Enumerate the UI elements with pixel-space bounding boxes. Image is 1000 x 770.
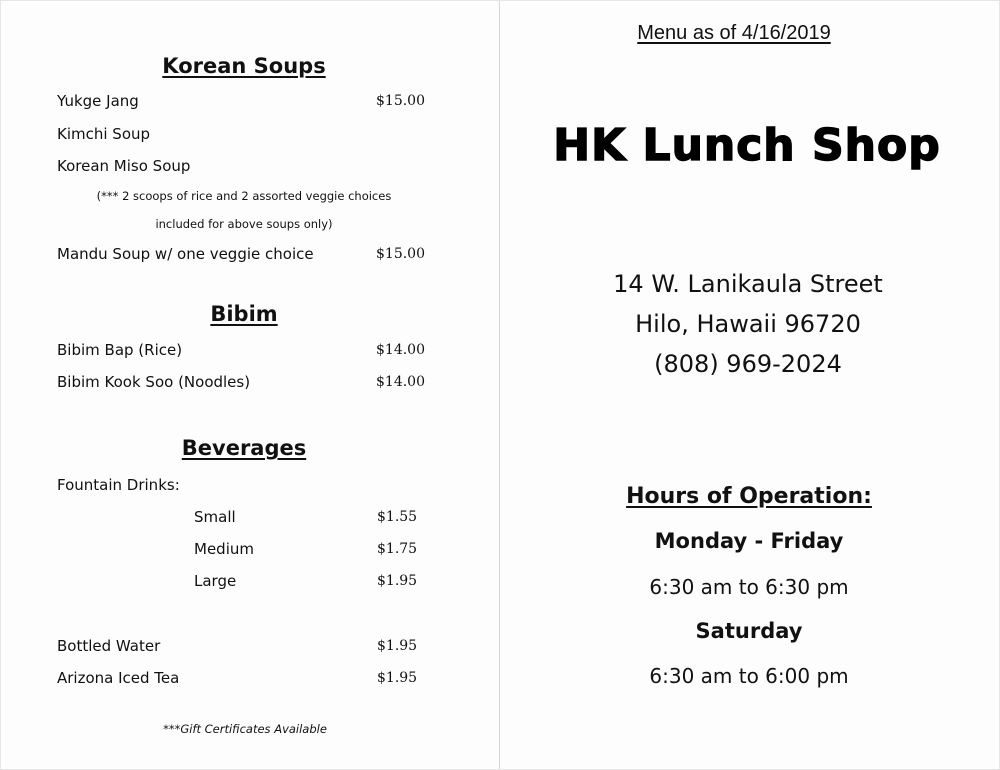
address-street: 14 W. Lanikaula Street [613,270,883,298]
saturday-label: Saturday [695,619,803,643]
shop-name: HK Lunch Shop [553,120,941,171]
soup-note-line-1: (*** 2 scoops of rice and 2 assorted veggie choices [96,189,392,203]
bibim-heading: Bibim [210,302,278,326]
menu-item-name: Arizona Iced Tea [57,669,180,687]
hours-heading: Hours of Operation: [626,484,872,509]
saturday-hours: 6:30 am to 6:00 pm [649,664,849,688]
drink-size-name: Large [194,572,237,590]
menu-item-name: Yukge Jang [57,92,139,110]
drink-size-name: Medium [194,540,254,558]
menu-item-name: Bibim Kook Soo (Noodles) [57,373,251,391]
drink-size-price: $1.95 [377,573,418,589]
menu-item-name: Mandu Soup w/ one veggie choice [57,245,314,263]
menu-item-price: $14.00 [376,374,425,390]
menu-item-price: $1.95 [377,670,418,686]
phone-number: (808) 969-2024 [654,350,842,378]
beverages-heading: Beverages [181,436,307,460]
drink-size-price: $1.75 [377,541,418,557]
drink-size-price: $1.55 [377,509,418,525]
menu-item-name: Bottled Water [57,637,161,655]
soup-note-line-2: included for above soups only) [155,217,333,231]
menu-item-name: Korean Miso Soup [57,157,191,175]
address-city: Hilo, Hawaii 96720 [635,310,861,338]
fountain-drinks-label: Fountain Drinks: [57,476,180,494]
weekday-label: Monday - Friday [654,529,844,553]
menu-item-price: $15.00 [376,246,425,262]
menu-item-price: $15.00 [376,93,425,109]
korean-soups-heading: Korean Soups [162,54,326,78]
menu-date: Menu as of 4/16/2019 [637,22,831,44]
gift-certificates-note: ***Gift Certificates Available [163,722,327,736]
menu-item-price: $1.95 [377,638,418,654]
drink-size-name: Small [194,508,236,526]
menu-item-name: Kimchi Soup [57,125,151,143]
weekday-hours: 6:30 am to 6:30 pm [649,575,849,599]
menu-item-name: Bibim Bap (Rice) [57,341,183,359]
menu-item-price: $14.00 [376,342,425,358]
